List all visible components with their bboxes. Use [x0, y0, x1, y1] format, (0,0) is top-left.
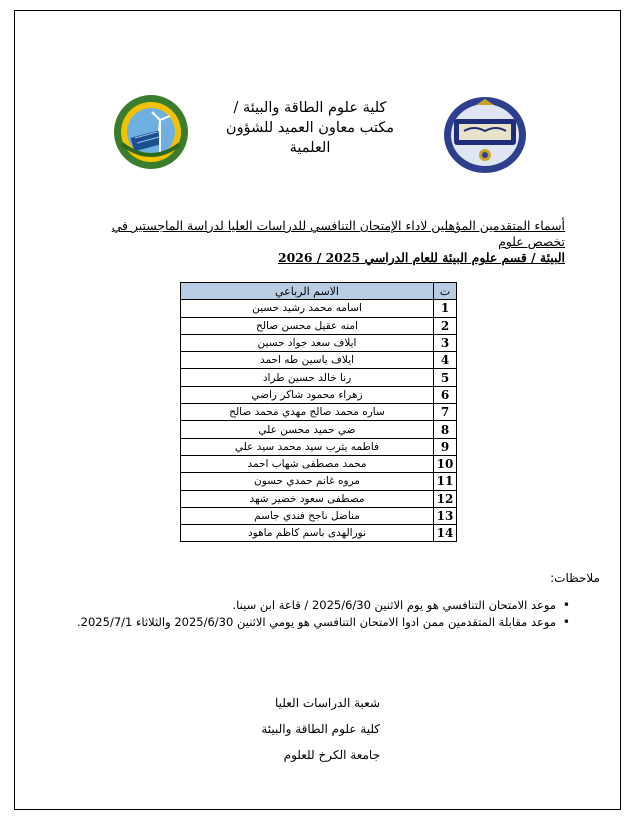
- header-line-1: كلية علوم الطاقة والبيئة /: [233, 100, 387, 116]
- row-number: 8: [434, 421, 457, 438]
- notes-list: [30, 597, 570, 631]
- energy-environment-college-logo-icon: [112, 92, 190, 172]
- applicant-name: مروه غانم حمدي حسون: [181, 473, 434, 490]
- column-header-number: ت: [434, 283, 457, 300]
- row-number: 1: [434, 300, 457, 317]
- table-row: [181, 455, 457, 472]
- applicant-name: ايلاف ياسين طه احمد: [181, 352, 434, 369]
- table-row: [181, 438, 457, 455]
- applicant-name: ساره محمد صالح مهدي محمد صالح: [181, 404, 434, 421]
- row-number: 7: [434, 404, 457, 421]
- table-row: [181, 404, 457, 421]
- applicant-name: رنا خالد حسين طراد: [181, 369, 434, 386]
- row-number: 10: [434, 455, 457, 472]
- note-item: • موعد مقابلة المتقدمين ممن ادوا الامتحان التنافسي هو يومي الاثنين 2025/6/30 والثلاثاء 2025/7/1.: [30, 614, 570, 631]
- applicant-name: مصطفى سعود خضير شهد: [181, 490, 434, 507]
- table-row: [181, 386, 457, 403]
- college-header: [200, 98, 420, 158]
- row-number: 6: [434, 386, 457, 403]
- applicant-name: فاطمه يثرب سيد محمد سيد علي: [181, 438, 434, 455]
- table-row: [181, 352, 457, 369]
- table-row: [181, 490, 457, 507]
- applicant-name: محمد مصطفى شهاب احمد: [181, 455, 434, 472]
- applicant-name: اسامه محمد رشيد حسين: [181, 300, 434, 317]
- title-line-1: أسماء المتقدمين المؤهلين لاداء الإمتحان التنافسي للدراسات العليا لدراسة الماجستير في تخصص علوم: [111, 218, 565, 249]
- row-number: 13: [434, 507, 457, 524]
- column-header-name: الاسم الرباعي: [181, 283, 434, 300]
- note-item: • موعد الامتحان التنافسي هو يوم الاثنين 2025/6/30 / قاعة ابن سينا.: [30, 597, 570, 614]
- table-row: [181, 473, 457, 490]
- row-number: 5: [434, 369, 457, 386]
- signature-line-3: جامعة الكرخ للعلوم: [283, 748, 380, 762]
- signature-block: [180, 690, 380, 768]
- row-number: 3: [434, 334, 457, 351]
- row-number: 9: [434, 438, 457, 455]
- table-row: [181, 369, 457, 386]
- row-number: 4: [434, 352, 457, 369]
- table-row: [181, 334, 457, 351]
- row-number: 12: [434, 490, 457, 507]
- karkh-university-seal-icon: [442, 95, 528, 175]
- applicant-name: ايلاف سعد جواد حسين: [181, 334, 434, 351]
- applicant-name: مناضل ناجح فندي جاسم: [181, 507, 434, 524]
- row-number: 11: [434, 473, 457, 490]
- table-row: [181, 300, 457, 317]
- table-row: [181, 317, 457, 334]
- applicant-name: امنه عقيل محسن صالح: [181, 317, 434, 334]
- applicant-name: نورالهدى باسم كاظم ماهود: [181, 525, 434, 542]
- header-line-3: العلمية: [289, 140, 331, 156]
- title-line-2: البيئة / قسم علوم البيئة للعام الدراسي 2025 / 2026: [278, 250, 565, 265]
- document-title: [80, 218, 565, 266]
- table-header-row: [181, 283, 457, 300]
- header-line-2: مكتب معاون العميد للشؤون: [225, 120, 395, 136]
- notes-heading: ملاحظات:: [550, 571, 600, 585]
- row-number: 14: [434, 525, 457, 542]
- applicants-table: [180, 282, 457, 542]
- row-number: 2: [434, 317, 457, 334]
- table-row: [181, 525, 457, 542]
- applicant-name: ضي حميد محسن علي: [181, 421, 434, 438]
- table-row: [181, 421, 457, 438]
- signature-line-2: كلية علوم الطاقة والبيئة: [261, 722, 380, 736]
- signature-line-1: شعبة الدراسات العليا: [275, 696, 380, 710]
- applicant-name: زهراء محمود شاكر راضي: [181, 386, 434, 403]
- table-row: [181, 507, 457, 524]
